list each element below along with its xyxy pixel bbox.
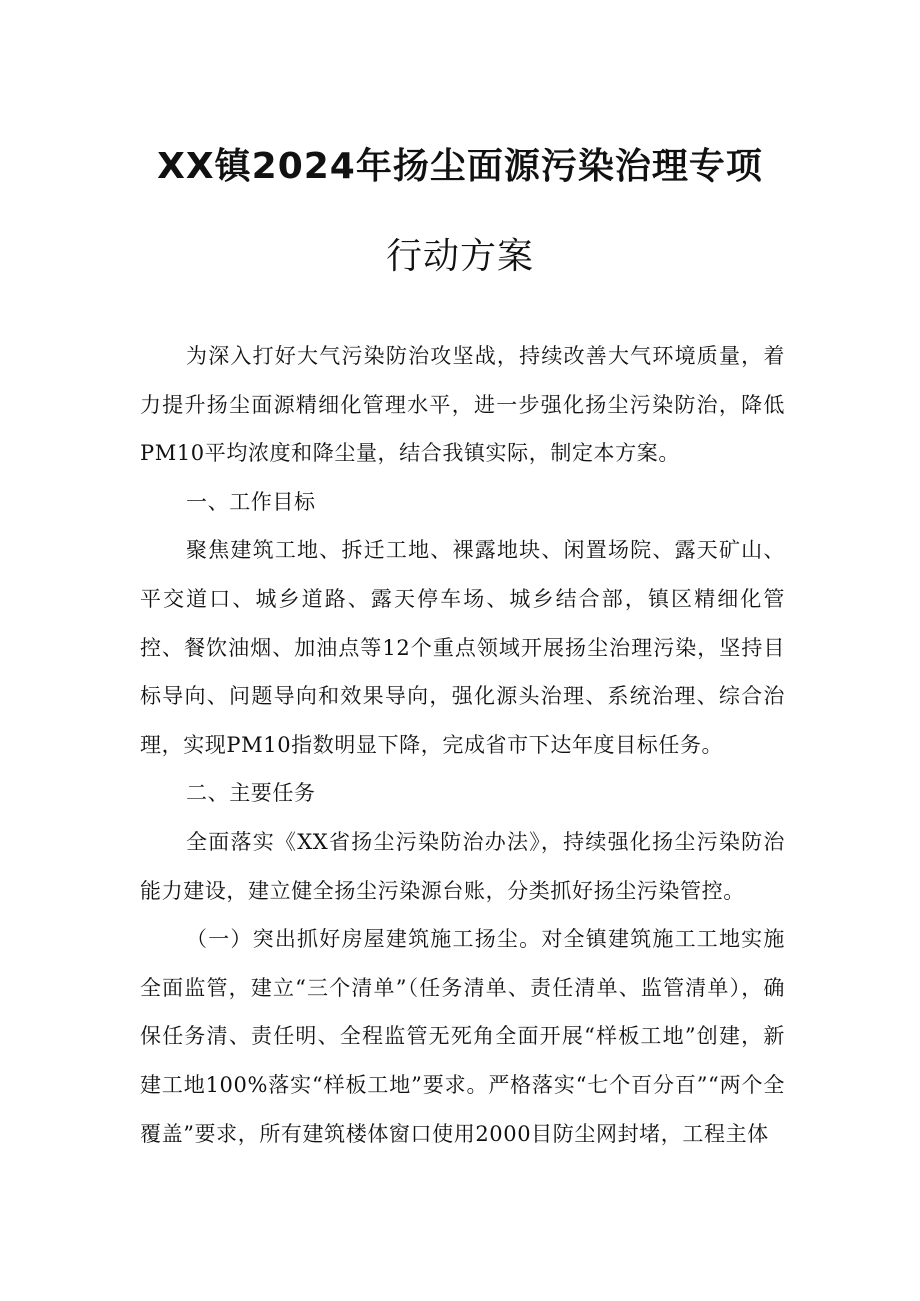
document-title-line-1: XX镇2024年扬尘面源污染治理专项 — [157, 146, 763, 187]
tasks-paragraph: 全面落实《XX省扬尘污染防治办法》，持续强化扬尘污染防治能力建设，建立健全扬尘污染源台账，分类抓好扬尘污染管控。 — [140, 829, 785, 903]
document-title-line-2: 行动方案 — [385, 236, 534, 277]
section-heading-goals: 一、工作目标 — [186, 489, 316, 514]
section-heading-tasks: 二、主要任务 — [186, 781, 316, 806]
document-body — [140, 332, 785, 1158]
intro-paragraph: 为深入打好大气污染防治攻坚战，持续改善大气环境质量，着力提升扬尘面源精细化管理水平，进一步强化扬尘污染防治，降低PM10平均浓度和降尘量，结合我镇实际，制定本方案。 — [140, 344, 785, 466]
goals-paragraph: 聚焦建筑工地、拆迁工地、裸露地块、闲置场院、露天矿山、平交道口、城乡道路、露天停车场、城乡结合部，镇区精细化管控、餐饮油烟、加油点等12个重点领域开展扬尘治理污染，坚持目标导向、问题导向和效果导向，强化源头治理、系统治理、综合治理，实现PM10指数明显下降，完成省市下达年度目标任务。 — [140, 538, 785, 757]
task-item-1-paragraph: （一）突出抓好房屋建筑施工扬尘。对全镇建筑施工工地实施全面监管，建立“三个清单”（任务清单、责任清单、监管清单），确保任务清、责任明、全程监管无死角全面开展“样板工地”创建，新建工地100%落实“样板工地”要求。严格落实“七个百分百”“两个全覆盖”要求，所有建筑楼体窗口使用2000目防尘网封堵，工程主体 — [140, 927, 785, 1146]
